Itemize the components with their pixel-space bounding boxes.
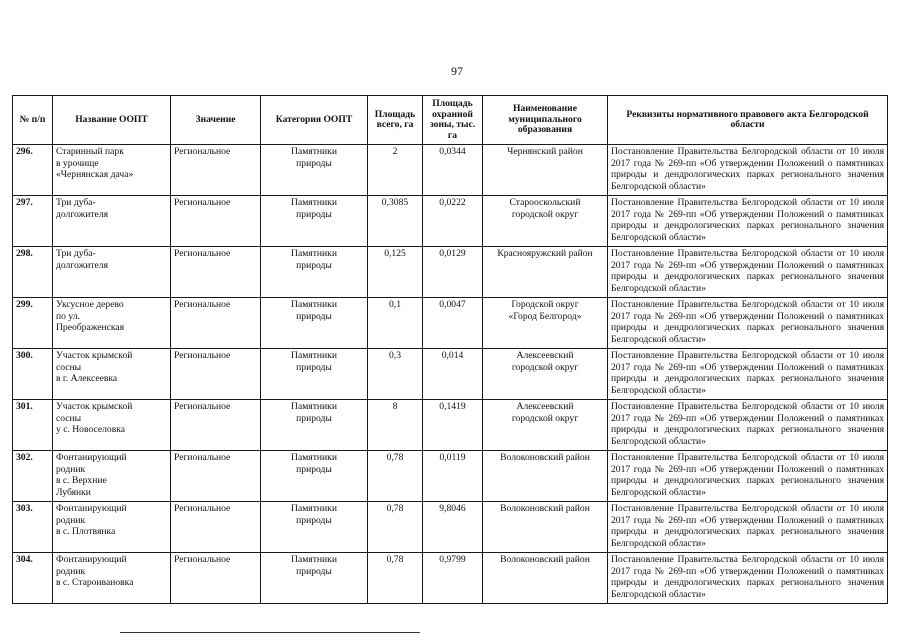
total-area: 0,3 [368,349,423,400]
category-line: природы [296,259,332,271]
category-line: природы [296,208,332,220]
legal-act: Постановление Правительства Белгородской области от 10 июля 2017 года № 269-пп «Об утверждении Положений о памятниках природы и дендрологических парках регионального значения Белгородской области» [608,196,888,247]
row-number: 300. [13,349,53,400]
municipality-line: Старооскольский [509,197,581,208]
area-name-line: в г. Алексеевка [56,373,118,385]
total-area: 0,125 [368,247,423,298]
table-row [13,451,888,502]
area-name-line: Фонтанирующий [56,554,127,565]
municipality [483,349,608,400]
page-number: 97 [451,64,463,78]
area-name-line: в с. Староивановка [56,577,134,589]
area-name-line: в с. Плотвянка [56,526,116,538]
row-number: 298. [13,247,53,298]
row-number: 299. [13,298,53,349]
area-name-line: родник [56,463,86,475]
category [261,247,368,298]
table-row [13,298,888,349]
category-line: природы [296,514,332,526]
category-line: Памятники [291,503,337,514]
area-name-line: Фонтанирующий [56,452,127,463]
significance: Региональное [171,298,261,349]
row-number: 302. [13,451,53,502]
legal-act: Постановление Правительства Белгородской области от 10 июля 2017 года № 269-пп «Об утверждении Положений о памятниках природы и дендрологических парках регионального значения Белгородской области» [608,553,888,604]
significance: Региональное [171,502,261,553]
category [261,196,368,247]
table-row [13,502,888,553]
table-row [13,196,888,247]
category-line: природы [296,310,332,322]
municipality [483,502,608,553]
buffer-zone-area: 0,0222 [423,196,483,247]
legal-act: Постановление Правительства Белгородской области от 10 июля 2017 года № 269-пп «Об утверждении Положений о памятниках природы и дендрологических парках регионального значения Белгородской области» [608,400,888,451]
area-name-line: Старинный парк [56,146,124,157]
municipality-line: городской округ [511,412,579,424]
area-name-line: по ул. [56,310,80,322]
total-area: 0,78 [368,451,423,502]
category-line: природы [296,157,332,169]
category-line: природы [296,412,332,424]
significance: Региональное [171,247,261,298]
area-name-line: долгожителя [56,259,109,271]
row-number: 304. [13,553,53,604]
total-area: 0,78 [368,502,423,553]
area-name-line: в с. Верхние [56,475,107,487]
area-name-line: Уксусное дерево [56,299,124,310]
category-line: Памятники [291,299,337,310]
area-name-line: Фонтанирующий [56,503,127,514]
header-significance: Значение [171,96,261,145]
municipality-line: Краснояружский район [497,248,593,259]
category-line: Памятники [291,554,337,565]
header-row [13,96,888,145]
table-row [13,400,888,451]
buffer-zone-area: 0,0344 [423,145,483,196]
area-name-line: Преображенская [56,322,125,334]
category [261,145,368,196]
municipality-line: городской округ [511,208,579,220]
table-row [13,349,888,400]
area-name-line: Участок крымской [56,350,133,361]
significance: Региональное [171,196,261,247]
total-area: 0,1 [368,298,423,349]
total-area: 2 [368,145,423,196]
legal-act: Постановление Правительства Белгородской области от 10 июля 2017 года № 269-пп «Об утверждении Положений о памятниках природы и дендрологических парках регионального значения Белгородской области» [608,502,888,553]
area-name [53,553,171,604]
row-number: 297. [13,196,53,247]
area-name [53,349,171,400]
area-name [53,400,171,451]
legal-act: Постановление Правительства Белгородской области от 10 июля 2017 года № 269-пп «Об утверждении Положений о памятниках природы и дендрологических парках регионального значения Белгородской области» [608,145,888,196]
municipality-line: Городской округ [511,299,579,310]
municipality [483,298,608,349]
category-line: Памятники [291,401,337,412]
significance: Региональное [171,400,261,451]
category [261,553,368,604]
buffer-zone-area: 0,014 [423,349,483,400]
category-line: Памятники [291,452,337,463]
category-line: Памятники [291,197,337,208]
municipality-line: Алексеевский [516,350,574,361]
area-name-line: сосны [56,412,82,424]
municipality [483,400,608,451]
buffer-zone-area: 0,1419 [423,400,483,451]
municipality-line: Волоконовский район [500,554,590,565]
category-line: природы [296,565,332,577]
legal-act: Постановление Правительства Белгородской области от 10 июля 2017 года № 269-пп «Об утверждении Положений о памятниках природы и дендрологических парках регионального значения Белгородской области» [608,349,888,400]
buffer-zone-area: 9,8046 [423,502,483,553]
area-name-line: родник [56,514,86,526]
category-line: Памятники [291,350,337,361]
area-name [53,196,171,247]
footer-rule [120,632,420,633]
buffer-zone-area: 0,0129 [423,247,483,298]
row-number: 301. [13,400,53,451]
buffer-zone-area: 0,0119 [423,451,483,502]
area-name-line: Три дуба- [56,248,96,259]
header-zone: Площадь охранной зоны, тыс. га [423,96,483,145]
buffer-zone-area: 0,9799 [423,553,483,604]
row-number: 303. [13,502,53,553]
header-municipality: Наименование муниципального образования [483,96,608,145]
municipality-line: Алексеевский [516,401,574,412]
significance: Региональное [171,349,261,400]
area-name-line: «Чернянская дача» [56,169,134,181]
row-number: 296. [13,145,53,196]
area-name-line: родник [56,565,86,577]
table-row [13,145,888,196]
category [261,451,368,502]
category [261,400,368,451]
municipality [483,247,608,298]
area-name-line: Три дуба- [56,197,96,208]
protected-areas-table [12,95,888,604]
total-area: 0,3085 [368,196,423,247]
municipality [483,196,608,247]
category [261,502,368,553]
area-name-line: Лубянки [56,486,91,498]
area-name-line: долгожителя [56,208,109,220]
category-line: природы [296,463,332,475]
table-row [13,247,888,298]
municipality [483,451,608,502]
municipality-line: Волоконовский район [500,452,590,463]
municipality-line: городской округ [511,361,579,373]
area-name-line: у с. Новоселовка [56,424,125,436]
area-name [53,145,171,196]
table-row [13,553,888,604]
header-category: Категория ООПТ [261,96,368,145]
header-number: № п/п [13,96,53,145]
area-name [53,451,171,502]
table-body [13,145,888,604]
category-line: природы [296,361,332,373]
category-line: Памятники [291,248,337,259]
area-name-line: Участок крымской [56,401,133,412]
significance: Региональное [171,145,261,196]
municipality-line: «Город Белгород» [508,310,582,322]
category [261,298,368,349]
significance: Региональное [171,451,261,502]
legal-act: Постановление Правительства Белгородской области от 10 июля 2017 года № 269-пп «Об утверждении Положений о памятниках природы и дендрологических парках регионального значения Белгородской области» [608,298,888,349]
category-line: Памятники [291,146,337,157]
header-act: Реквизиты нормативного правового акта Белгородской области [608,96,888,145]
legal-act: Постановление Правительства Белгородской области от 10 июля 2017 года № 269-пп «Об утверждении Положений о памятниках природы и дендрологических парках регионального значения Белгородской области» [608,247,888,298]
municipality [483,553,608,604]
buffer-zone-area: 0,0047 [423,298,483,349]
significance: Региональное [171,553,261,604]
legal-act: Постановление Правительства Белгородской области от 10 июля 2017 года № 269-пп «Об утверждении Положений о памятниках природы и дендрологических парках регионального значения Белгородской области» [608,451,888,502]
header-name: Название ООПТ [53,96,171,145]
area-name [53,247,171,298]
table-header [13,96,888,145]
area-name-line: в урочище [56,157,99,169]
municipality-line: Чернянский район [507,146,583,157]
municipality [483,145,608,196]
municipality-line: Волоконовский район [500,503,590,514]
total-area: 0,78 [368,553,423,604]
header-area: Площадь всего, га [368,96,423,145]
area-name-line: сосны [56,361,82,373]
area-name [53,298,171,349]
category [261,349,368,400]
area-name [53,502,171,553]
total-area: 8 [368,400,423,451]
